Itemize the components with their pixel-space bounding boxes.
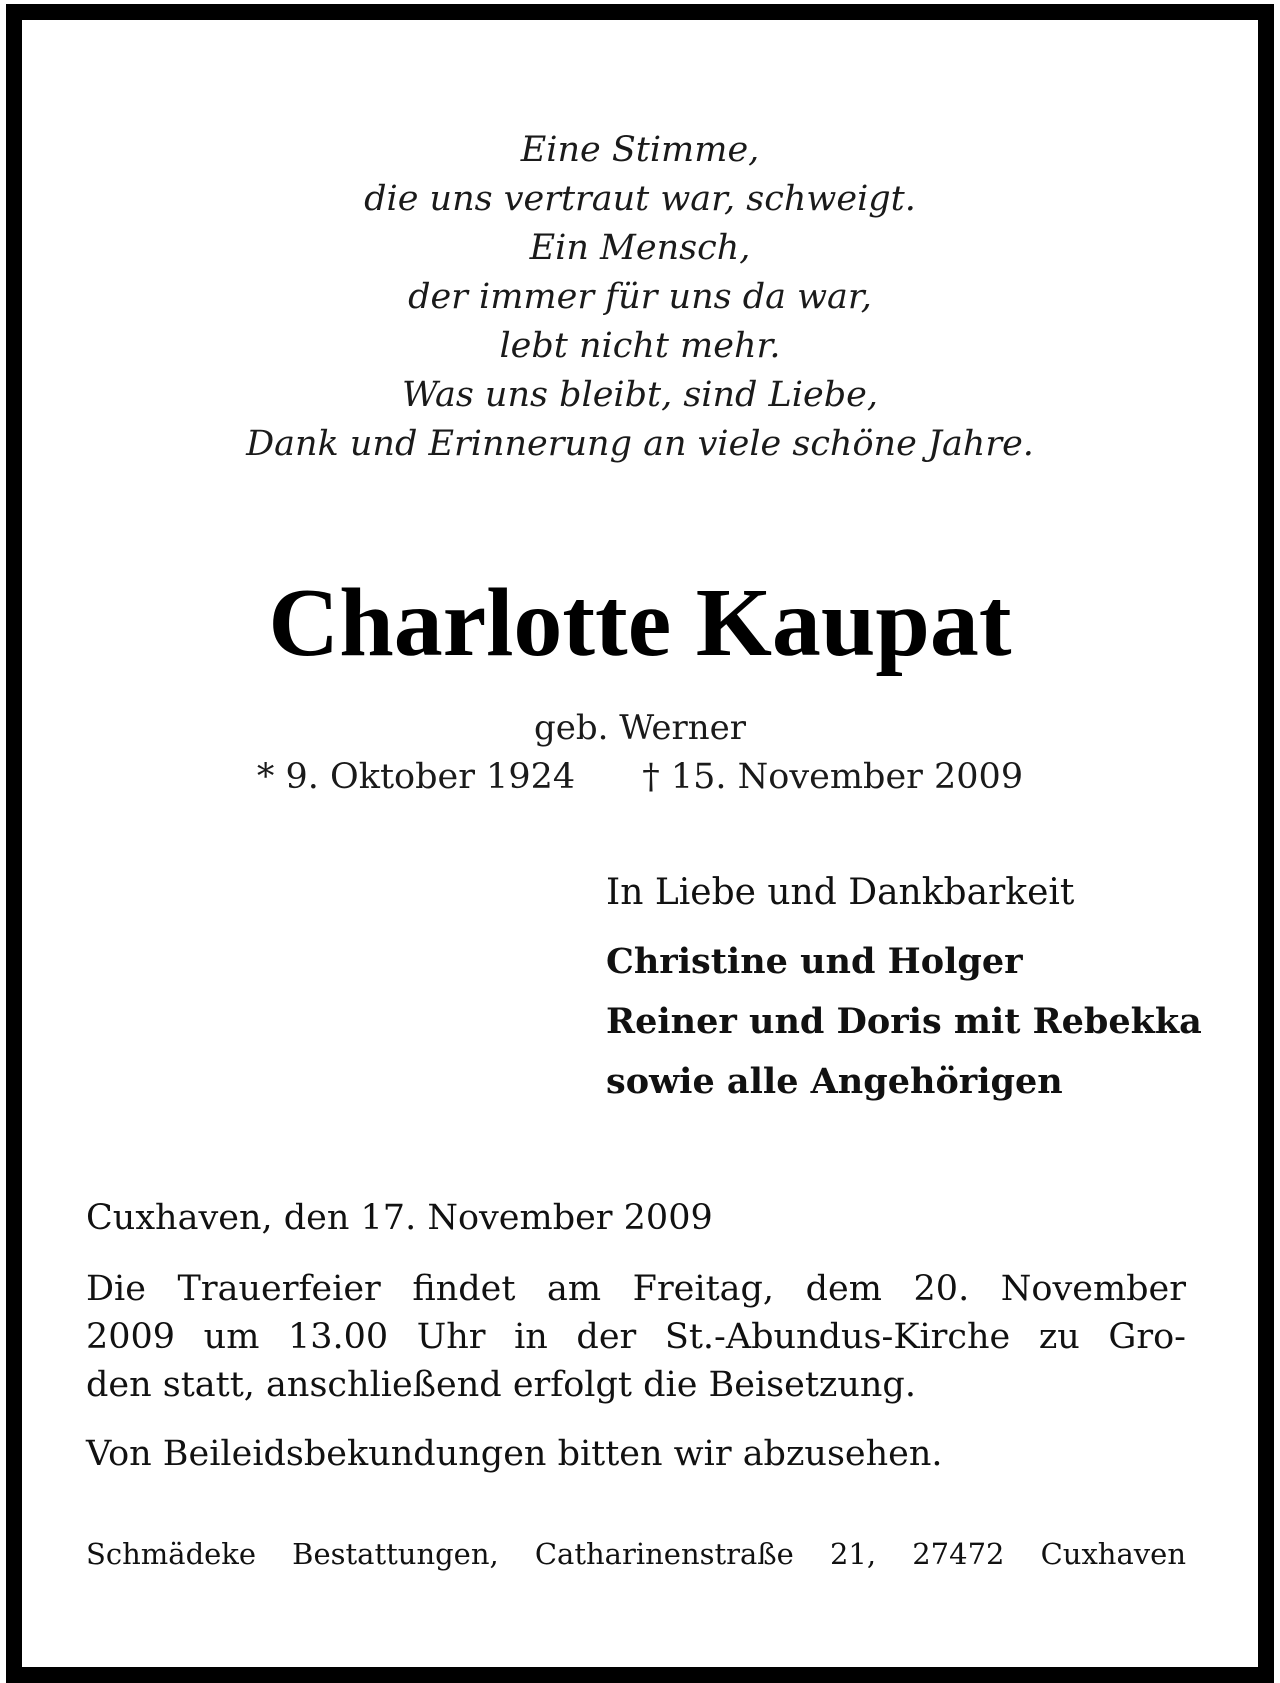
mourner-name: Reiner und Doris mit Rebekka: [606, 1001, 1202, 1042]
mourners-block: [606, 870, 1202, 1112]
birth-date: * 9. Oktober 1924: [256, 757, 576, 797]
death-date: † 15. November 2009: [642, 757, 1024, 797]
mourners-intro: In Liebe und Dankbarkeit: [606, 872, 1075, 913]
poem-line: Eine Stimme,: [520, 130, 760, 170]
condolence-note: Von Beileidsbekundungen bitten wir abzusehen.: [86, 1434, 943, 1474]
service-line: Die Trauerfeier findet am Freitag, dem 20. November: [86, 1269, 1186, 1309]
service-line: 2009 um 13.00 Uhr in der St.-Abundus-Kirche zu Gro-: [86, 1317, 1186, 1357]
undertaker-info: Schmädeke Bestattungen, Catharinenstraße 21, 27472 Cuxhaven: [86, 1537, 1186, 1571]
life-dates: [22, 754, 1258, 800]
poem-line: Dank und Erinnerung an viele schöne Jahre.: [246, 424, 1034, 464]
mourner-name: sowie alle Angehörigen: [606, 1061, 1063, 1102]
maiden-name: geb. Werner: [533, 708, 747, 748]
mourners-names: [606, 932, 1202, 1112]
poem-line: die uns vertraut war, schweigt.: [364, 179, 916, 219]
place-date: Cuxhaven, den 17. November 2009: [86, 1198, 713, 1238]
poem-line: der immer für uns da war,: [408, 277, 872, 317]
service-line: den statt, anschließend erfolgt die Beisetzung.: [86, 1365, 916, 1405]
mourner-name: Christine und Holger: [606, 941, 1023, 982]
poem-line: Ein Mensch,: [529, 228, 751, 268]
obituary-frame: [6, 4, 1274, 1683]
poem-line: Was uns bleibt, sind Liebe,: [402, 375, 878, 415]
poem-line: lebt nicht mehr.: [499, 326, 781, 366]
funeral-service-text: [86, 1265, 1186, 1409]
memorial-poem: [22, 126, 1258, 469]
deceased-name: Charlotte Kaupat: [268, 569, 1012, 677]
